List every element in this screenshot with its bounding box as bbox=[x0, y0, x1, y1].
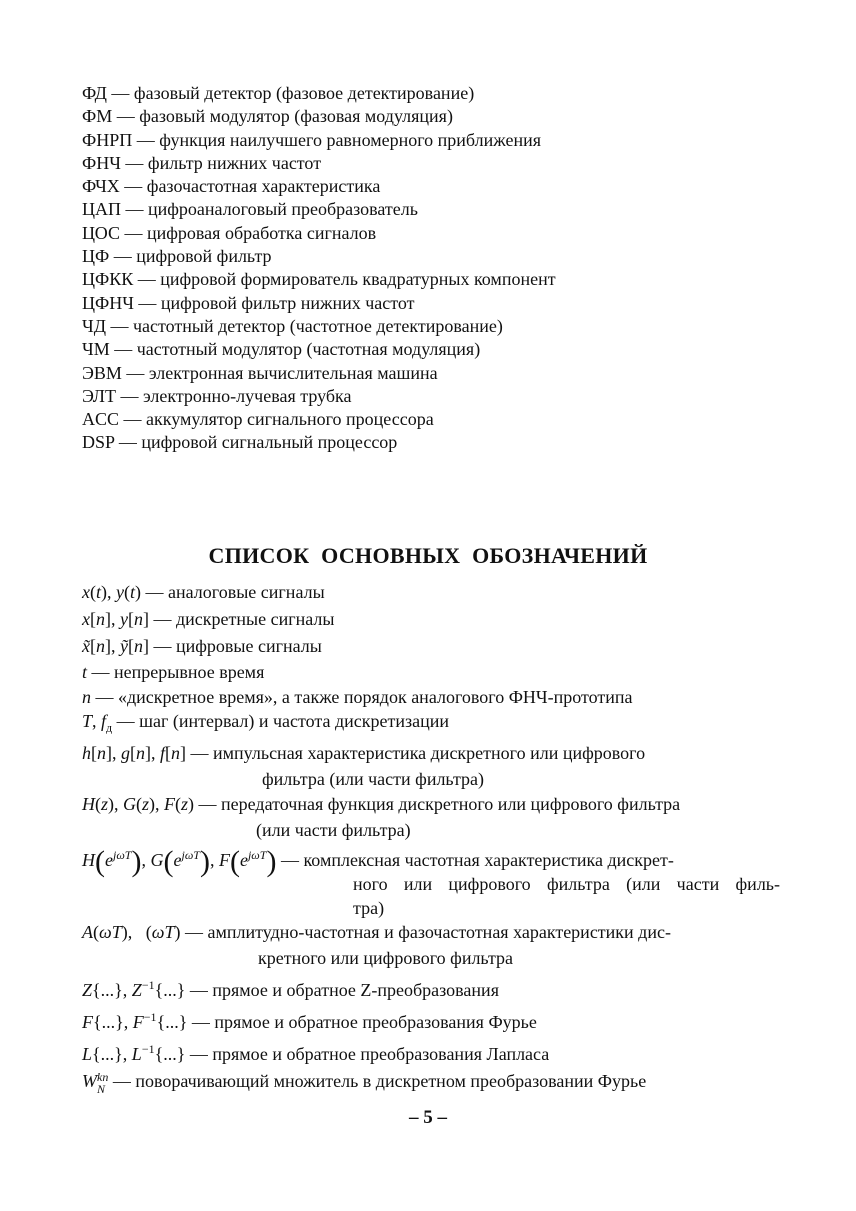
notation-text: — шаг (интервал) и частота дискретизации bbox=[112, 711, 450, 731]
notation-continuous-time: t — непрерывное время bbox=[82, 662, 265, 682]
notation-laplace-transform: L{...}, $L^{-1}\{...\}$ — прямое и обратное преобразования Лапласа bbox=[82, 1042, 550, 1064]
abbreviation-item: ФНЧ — фильтр нижних частот bbox=[82, 152, 322, 173]
notation-text: — прямое и обратное Z-преобразования bbox=[185, 980, 499, 1000]
notation-text: тра) bbox=[353, 898, 385, 918]
abbreviation-item: ФНРП — функция наилучшего равномерного приближения bbox=[82, 129, 541, 150]
abbreviation-item: ЦФКК — цифровой формирователь квадратурных компонент bbox=[82, 269, 556, 290]
notation-transfer-function: H(z), G(z), F(z) — передаточная функция дискретного или цифрового фильтра (или части фильтра) bbox=[82, 791, 780, 843]
abbreviation-item: ФМ — фазовый модулятор (фазовая модуляция) bbox=[82, 106, 453, 127]
abbreviation-item: ФЧХ — фазочастотная характеристика bbox=[82, 176, 381, 197]
notation-sampling: T, $f_д$ — шаг (интервал) и частота дискретизации bbox=[82, 711, 450, 735]
notation-text: (или части фильтра) bbox=[256, 820, 411, 840]
notation-analog-signals: x(t), y(t) — аналоговые сигналы bbox=[82, 582, 325, 602]
notation-text: — цифровые сигналы bbox=[149, 636, 322, 656]
page-number: – 5 – bbox=[409, 1107, 447, 1128]
abbreviation-item: ЦФ — цифровой фильтр bbox=[82, 246, 272, 267]
notation-frequency-response: $H(e^{j\omega T})$, $G(e^{j\omega T})$, $F(e^{j\omega T})$ — комплексная частотная характеристика дискрет- ного или цифрового фильтра (или части филь- тра) bbox=[82, 845, 780, 918]
abbreviation-item: ЭЛТ — электронно-лучевая трубка bbox=[82, 385, 352, 406]
abbreviation-item: ЦАП — цифроаналоговый преобразователь bbox=[82, 199, 418, 220]
notation-text: — импульсная характеристика дискретного или цифрового bbox=[186, 743, 646, 763]
notation-text: — прямое и обратное преобразования Фурье bbox=[187, 1012, 537, 1032]
notation-amplitude-phase: A(ωT), (ωT) — амплитудно-частотная и фазочастотная характеристики дис- кретного или цифрового фильтра bbox=[82, 919, 780, 971]
abbreviation-item: ACC — аккумулятор сигнального процессора bbox=[82, 409, 434, 430]
notation-heading: СПИСОК ОСНОВНЫХ ОБОЗНАЧЕНИЙ bbox=[208, 543, 648, 568]
abbreviation-item: ЦОС — цифровая обработка сигналов bbox=[82, 222, 377, 243]
notation-discrete-time: n — «дискретное время», а также порядок аналогового ФНЧ-прототипа bbox=[82, 687, 633, 707]
notation-fourier-transform: F{...}, $F^{-1}\{...\}$ — прямое и обратное преобразования Фурье bbox=[82, 1010, 537, 1032]
abbreviation-item: ФД — фазовый детектор (фазовое детектирование) bbox=[82, 83, 475, 103]
abbreviation-item: DSP — цифровой сигнальный процессор bbox=[82, 432, 398, 453]
notation-text: — аналоговые сигналы bbox=[141, 582, 325, 602]
notation-text: кретного или цифрового фильтра bbox=[258, 948, 514, 968]
abbreviation-item: ЦФНЧ — цифровой фильтр нижних частот bbox=[82, 292, 415, 313]
abbreviation-item: ЭВМ — электронная вычислительная машина bbox=[82, 362, 438, 383]
notation-text: — «дискретное время», а также порядок аналогового ФНЧ-прототипа bbox=[91, 687, 633, 707]
notation-digital-signals: x̃[n], ỹ[n] — цифровые сигналы bbox=[82, 636, 322, 656]
notation-impulse-response: h[n], g[n], f[n] — импульсная характеристика дискретного или цифрового фильтра (или части фильтра) bbox=[82, 740, 780, 792]
notation-text: — непрерывное время bbox=[87, 662, 265, 682]
notation-text: фильтра (или части фильтра) bbox=[262, 769, 485, 789]
notation-discrete-signals: x[n], y[n] — дискретные сигналы bbox=[82, 609, 335, 629]
notation-text: — комплексная частотная характеристика дискрет- bbox=[276, 850, 674, 870]
notation-twiddle-factor: W kn N — поворачивающий множитель в дискретном преобразовании Фурье bbox=[82, 1069, 647, 1096]
notation-text: — передаточная функция дискретного или цифрового фильтра bbox=[194, 794, 681, 814]
abbreviation-list bbox=[82, 82, 782, 455]
notation-text: — поворачивающий множитель в дискретном преобразовании Фурье bbox=[108, 1071, 647, 1091]
abbreviation-item: ЧД — частотный детектор (частотное детектирование) bbox=[82, 315, 503, 336]
notation-text: — прямое и обратное преобразования Лапласа bbox=[185, 1044, 550, 1064]
notation-text: — амплитудно-частотная и фазочастотная характеристики дис- bbox=[180, 922, 671, 942]
notation-text: — дискретные сигналы bbox=[149, 609, 335, 629]
abbreviation-item: ЧМ — частотный модулятор (частотная модуляция) bbox=[82, 339, 481, 360]
notation-z-transform: Z{...}, $Z^{-1}\{...\}$ — прямое и обратное Z-преобразования bbox=[82, 978, 499, 1000]
notation-text: ного или цифрового фильтра (или части филь- bbox=[353, 874, 780, 894]
